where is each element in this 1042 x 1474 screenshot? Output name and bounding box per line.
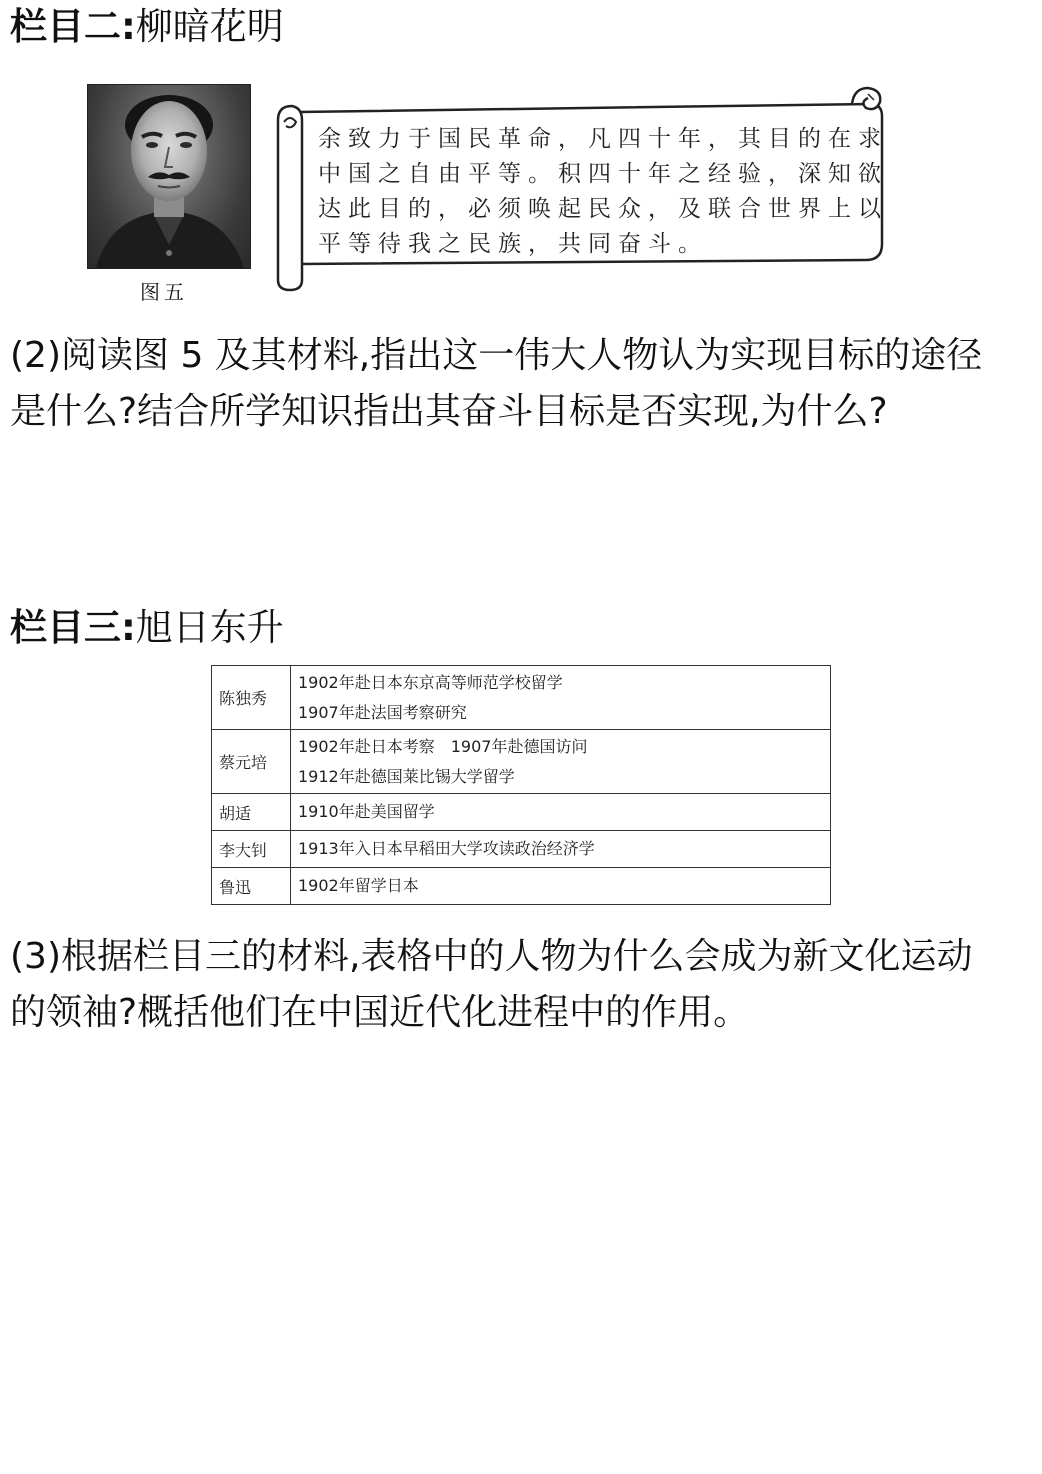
detail-line: 1902年赴日本考察 1907年赴德国访问 bbox=[298, 736, 588, 756]
detail-line: 1902年留学日本 bbox=[298, 876, 419, 895]
person-name: 鲁迅 bbox=[212, 868, 291, 905]
section-2-heading-title: 柳暗花明 bbox=[135, 5, 284, 48]
portrait-drawing bbox=[88, 85, 250, 268]
table-row bbox=[212, 730, 831, 794]
section-3-heading-title: 旭日东升 bbox=[135, 606, 284, 649]
scroll-line-2: 中国之自由平等。积四十年之经验，深知欲 bbox=[318, 161, 888, 187]
question-2-line-2: 是什么?结合所学知识指出其奋斗目标是否实现,为什么? bbox=[10, 391, 888, 432]
section-3-heading bbox=[10, 606, 284, 650]
portrait-photo bbox=[87, 84, 251, 269]
table-row bbox=[212, 794, 831, 831]
person-details bbox=[291, 666, 831, 730]
scroll-frame bbox=[270, 84, 885, 294]
question-2 bbox=[10, 328, 1035, 440]
scroll-line-3: 达此目的，必须唤起民众，及联合世界上以 bbox=[318, 196, 888, 222]
person-details bbox=[291, 730, 831, 794]
section-2-heading bbox=[10, 5, 284, 49]
table-row bbox=[212, 868, 831, 905]
question-3 bbox=[10, 929, 1035, 1041]
person-name: 李大钊 bbox=[212, 831, 291, 868]
person-name: 陈独秀 bbox=[212, 666, 291, 730]
person-name: 蔡元培 bbox=[212, 730, 291, 794]
person-name: 胡适 bbox=[212, 794, 291, 831]
detail-line: 1907年赴法国考察研究 bbox=[298, 702, 467, 722]
figure-caption: 图五 bbox=[140, 280, 188, 304]
table-row bbox=[212, 666, 831, 730]
person-details bbox=[291, 831, 831, 868]
question-3-line-2: 的领袖?概括他们在中国近代化进程中的作用。 bbox=[10, 992, 750, 1033]
detail-line: 1912年赴德国莱比锡大学留学 bbox=[298, 766, 515, 786]
table-row bbox=[212, 831, 831, 868]
scroll-line-1: 余致力于国民革命，凡四十年，其目的在求 bbox=[318, 126, 888, 152]
question-3-line-1: (3)根据栏目三的材料,表格中的人物为什么会成为新文化运动 bbox=[10, 936, 973, 977]
section-3-heading-lead: 栏目三: bbox=[10, 606, 136, 649]
study-abroad-table bbox=[211, 665, 831, 905]
person-details bbox=[291, 794, 831, 831]
detail-line: 1902年赴日本东京高等师范学校留学 bbox=[298, 672, 563, 692]
person-details bbox=[291, 868, 831, 905]
scroll-line-4: 平等待我之民族，共同奋斗。 bbox=[318, 231, 708, 257]
detail-line: 1910年赴美国留学 bbox=[298, 802, 435, 821]
detail-line: 1913年入日本早稻田大学攻读政治经济学 bbox=[298, 839, 595, 858]
question-2-line-1: (2)阅读图 5 及其材料,指出这一伟大人物认为实现目标的途径 bbox=[10, 335, 983, 376]
section-2-heading-lead: 栏目二: bbox=[10, 5, 136, 48]
